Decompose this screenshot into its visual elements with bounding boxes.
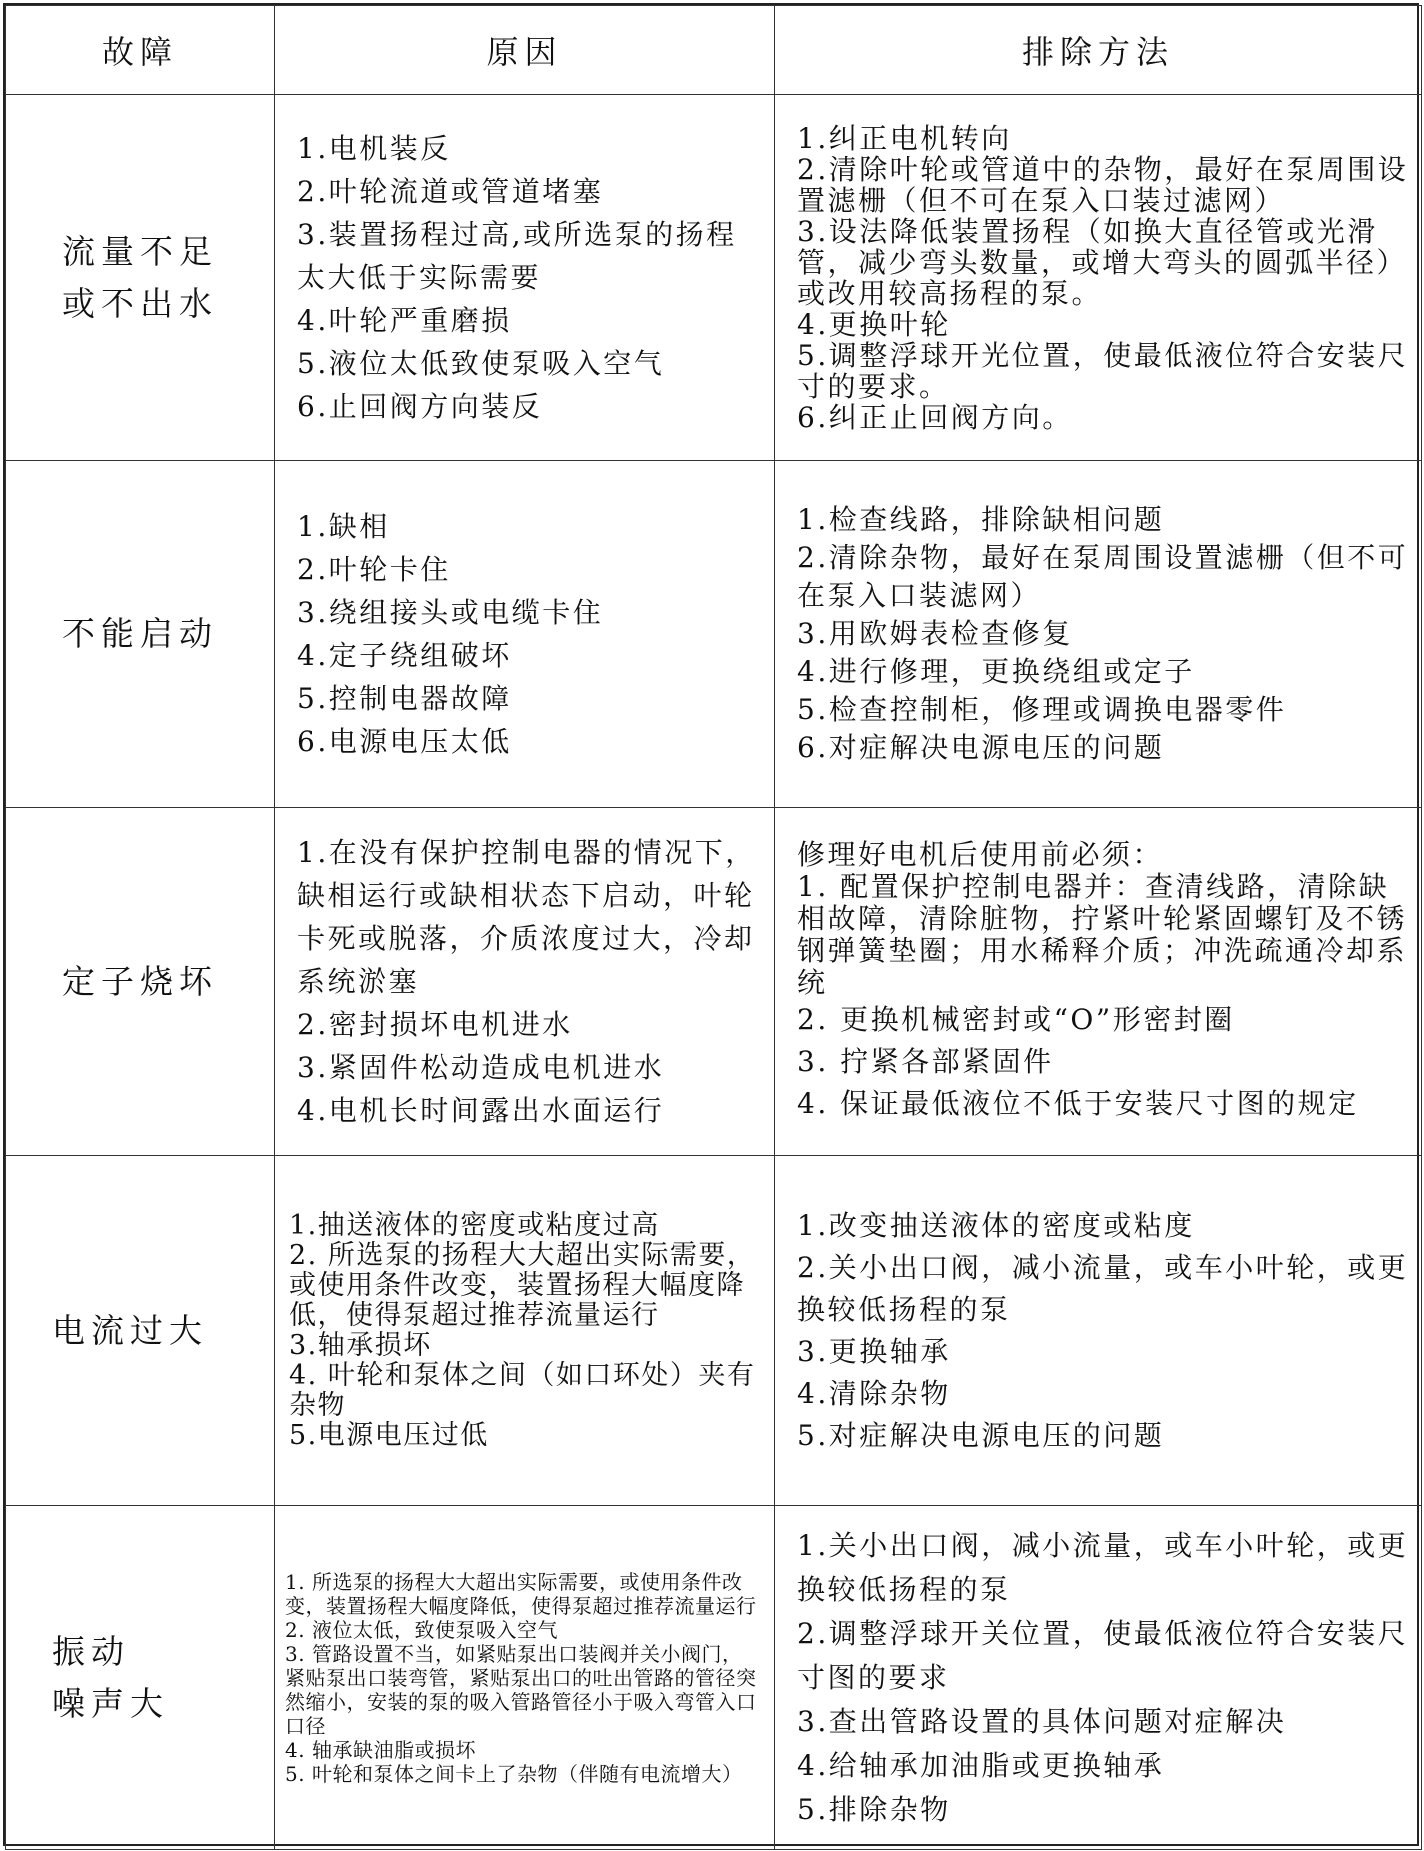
fault-label: 噪声大: [52, 1683, 169, 1723]
fix-item: 6.纠正止回阀方向。: [797, 400, 1073, 434]
fix-cell: [775, 1506, 1422, 1850]
fix-cell: [775, 95, 1422, 461]
header-fault: 故障: [6, 6, 275, 95]
fix-item: 4.清除杂物: [797, 1376, 951, 1410]
cause-cell: [275, 808, 775, 1156]
cause-item: 3.装置扬程过高,或所选泵的扬程太大低于实际需要: [297, 218, 737, 294]
fix-cell: [775, 808, 1422, 1156]
fix-item: 4. 保证最低液位不低于安装尺寸图的规定: [797, 1086, 1359, 1120]
cause-item: 6.止回阀方向装反: [297, 390, 543, 423]
fault-label: 流量不足: [62, 231, 218, 271]
fix-item: 4.给轴承加油脂或更换轴承: [797, 1748, 1165, 1782]
cause-item: 2.叶轮卡住: [297, 553, 451, 586]
fix-item: 2.调整浮球开关位置，使最低液位符合安装尺寸图的要求: [797, 1616, 1409, 1694]
fix-item: 3.更换轴承: [797, 1334, 951, 1368]
table-row: [6, 1506, 1422, 1850]
cause-item: 2. 所选泵的扬程大大超出实际需要，或使用条件改变，装置扬程大幅度降低，使得泵超过推荐流量运行: [289, 1239, 756, 1331]
cause-item: 3.绕组接头或电缆卡住: [297, 596, 604, 629]
fix-item: 2.关小出口阀，减小流量，或车小叶轮，或更换较低扬程的泵: [797, 1250, 1409, 1326]
cause-item: 4. 轴承缺油脂或损坏: [285, 1737, 476, 1762]
fault-label: 电流过大: [52, 1310, 208, 1350]
fix-item: 1.改变抽送液体的密度或粘度: [797, 1208, 1195, 1242]
table-header-row: [6, 6, 1422, 95]
fix-item: 修理好电机后使用前必须：: [797, 837, 1164, 871]
fault-label: 振动: [52, 1631, 130, 1671]
fix-item: 3.用欧姆表检查修复: [797, 617, 1073, 650]
cause-item: 4.电机长时间露出水面运行: [297, 1094, 665, 1127]
fix-item: 2.清除杂物，最好在泵周围设置滤栅（但不可在泵入口装滤网）: [797, 541, 1409, 612]
cause-item: 1.缺相: [297, 510, 390, 543]
fix-item: 5.检查控制柜，修理或调换电器零件: [797, 693, 1287, 726]
fix-cell: [775, 461, 1422, 808]
fix-item: 5.调整浮球开光位置，使最低液位符合安装尺寸的要求。: [797, 338, 1409, 403]
fix-cell: [775, 1156, 1422, 1506]
cause-item: 6.电源电压太低: [297, 725, 512, 758]
table-row: [6, 461, 1422, 808]
fix-item: 5.对症解决电源电压的问题: [797, 1418, 1165, 1452]
fix-item: 3.查出管路设置的具体问题对症解决: [797, 1704, 1287, 1738]
fault-cell: [6, 1506, 275, 1850]
header-fix: 排除方法: [775, 6, 1422, 95]
fix-item: 1. 配置保护控制电器并：查清线路，清除缺相故障，清除脏物，拧紧叶轮紧固螺钉及不锈钢弹簧垫圈；用水稀释介质；冲洗疏通冷却系统: [797, 869, 1408, 999]
fix-item: 2. 更换机械密封或“O”形密封圈: [797, 1002, 1235, 1036]
fault-label: 定子烧坏: [62, 961, 218, 1001]
cause-item: 2.叶轮流道或管道堵塞: [297, 175, 604, 208]
table-row: [6, 95, 1422, 461]
fault-cell: [6, 1156, 275, 1506]
cause-item: 2.密封损坏电机进水: [297, 1008, 573, 1041]
fix-item: 6.对症解决电源电压的问题: [797, 731, 1165, 764]
cause-item: 3.轴承损坏: [289, 1329, 432, 1361]
cause-item: 1.电机装反: [297, 132, 451, 165]
troubleshooting-table-frame: [3, 3, 1419, 1846]
cause-item: 1. 所选泵的扬程大大超出实际需要，或使用条件改变，装置扬程大幅度降低，使得泵超过推荐流量运行: [285, 1569, 757, 1618]
fix-item: 4.进行修理，更换绕组或定子: [797, 655, 1195, 688]
cause-item: 5.控制电器故障: [297, 682, 512, 715]
table-row: [6, 1156, 1422, 1506]
fault-label: 不能启动: [62, 614, 218, 653]
cause-item: 4.叶轮严重磨损: [297, 304, 512, 337]
fix-item: 1.检查线路，排除缺相问题: [797, 503, 1165, 536]
fix-item: 3. 拧紧各部紧固件: [797, 1044, 1054, 1078]
fix-item: 3.设法降低装置扬程（如换大直径管或光滑管，减少弯头数量，或增大弯头的圆弧半径）或改用较高扬程的泵。: [797, 214, 1408, 310]
cause-item: 1.在没有保护控制电器的情况下，缺相运行或缺相状态下启动，叶轮卡死或脱落，介质浓度过大，冷却系统淤塞: [297, 836, 756, 998]
cause-cell: [275, 95, 775, 461]
cause-item: 3. 管路设置不当，如紧贴泵出口装阀并关小阀门，紧贴泵出口装弯管，紧贴泵出口的吐出管路的管径突然缩小，安装的泵的吸入管路管径小于吸入弯管入口口径: [285, 1641, 757, 1738]
fault-cell: [6, 808, 275, 1156]
cause-item: 5.电源电压过低: [289, 1419, 489, 1451]
cause-cell: [275, 1156, 775, 1506]
cause-cell: [275, 1506, 775, 1850]
cause-cell: [275, 461, 775, 808]
table-row: [6, 808, 1422, 1156]
cause-item: 4.定子绕组破坏: [297, 639, 512, 672]
fault-label: 或不出水: [62, 283, 218, 323]
fix-item: 4.更换叶轮: [797, 307, 951, 341]
fault-cell: [6, 95, 275, 461]
fix-item: 1.关小出口阀，减小流量，或车小叶轮，或更换较低扬程的泵: [797, 1528, 1409, 1606]
fix-item: 5.排除杂物: [797, 1792, 951, 1826]
cause-item: 1.抽送液体的密度或粘度过高: [289, 1209, 660, 1241]
fix-item: 1.纠正电机转向: [797, 121, 1012, 155]
cause-item: 5. 叶轮和泵体之间卡上了杂物（伴随有电流增大）: [285, 1761, 743, 1786]
header-cause: 原因: [275, 6, 775, 95]
cause-item: 4. 叶轮和泵体之间（如口环处）夹有杂物: [289, 1359, 756, 1421]
troubleshooting-table: [5, 5, 1422, 1850]
fault-cell: [6, 461, 275, 808]
cause-item: 3.紧固件松动造成电机进水: [297, 1051, 665, 1084]
cause-item: 5.液位太低致使泵吸入空气: [297, 347, 665, 380]
cause-item: 2. 液位太低，致使泵吸入空气: [285, 1617, 558, 1642]
fix-item: 2.清除叶轮或管道中的杂物，最好在泵周围设置滤栅（但不可在泵入口装过滤网）: [797, 152, 1409, 217]
